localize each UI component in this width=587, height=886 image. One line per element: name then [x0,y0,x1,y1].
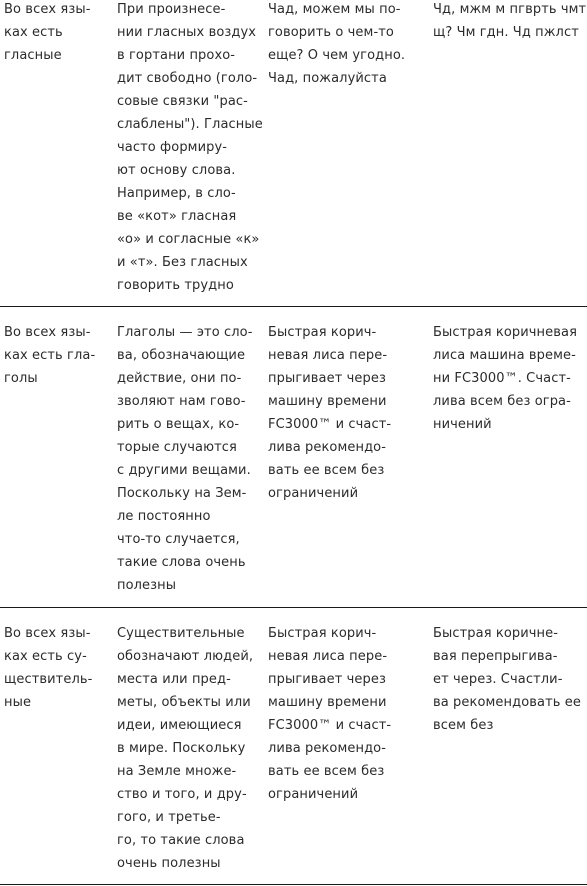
row-divider [0,306,587,307]
example-short-cell: Чд, мжм м пгврть чмт щ? Чм гдн. Чд пжлст [433,2,587,40]
row-label: Во всех язы- ках есть су- ществитель- ные [4,626,93,710]
row-divider [0,884,587,885]
description-cell: При произнесе- нии гласных воздух в гортани прохо- дит свободно (голо- совые связки "рас- слаблены"). Гласные часто формиру- ют основу слова. Например, в сло- ве «кот» гласная «о» и согласные «к» и «т». Без гласных говорить трудно [117,2,263,293]
description-cell: Глаголы — это сло- ва, обозначающие действие, они по- зволяют нам гово- рить о вещах, ко- торые случаются с другими вещами. Поскольку на Зем- ле постоянно что-то случается, такие слова очень полезны [117,325,253,593]
example-cell: Быстрая корич- невая лиса пере- прыгивает через машину времени FC3000™ и счаст- лива рекомендо- вать ее всем без ограничений [268,626,392,802]
row-label: Во всех язы- ках есть гласные [4,2,91,63]
row-divider [0,607,587,608]
example-short-cell: Быстрая коричне- вая перепрыгива- ет через. Счастли- ва рекомендовать ее всем без [433,626,581,733]
example-cell: Быстрая корич- невая лиса пере- прыгивает через машину времени FC3000™ и счаст- лива рекомендо- вать ее всем без ограничений [268,325,392,501]
example-cell: Чад, можем мы по- говорить о чем-то еще? О чем угодно. Чад, пожалуйста [268,2,406,86]
example-short-cell: Быстрая коричневая лиса машина време- ни FC3000™. Счаст- лива всем без огра- ничений [433,325,578,432]
row-label: Во всех язы- ках есть гла- голы [4,325,96,386]
description-cell: Существительные обозначают людей, места или пред- меты, объекты или идеи, имеющиеся в мире. Поскольку на Земле множе- ство и того, и дру- гого, и третье- го, то такие слова очень полезны [117,626,254,871]
